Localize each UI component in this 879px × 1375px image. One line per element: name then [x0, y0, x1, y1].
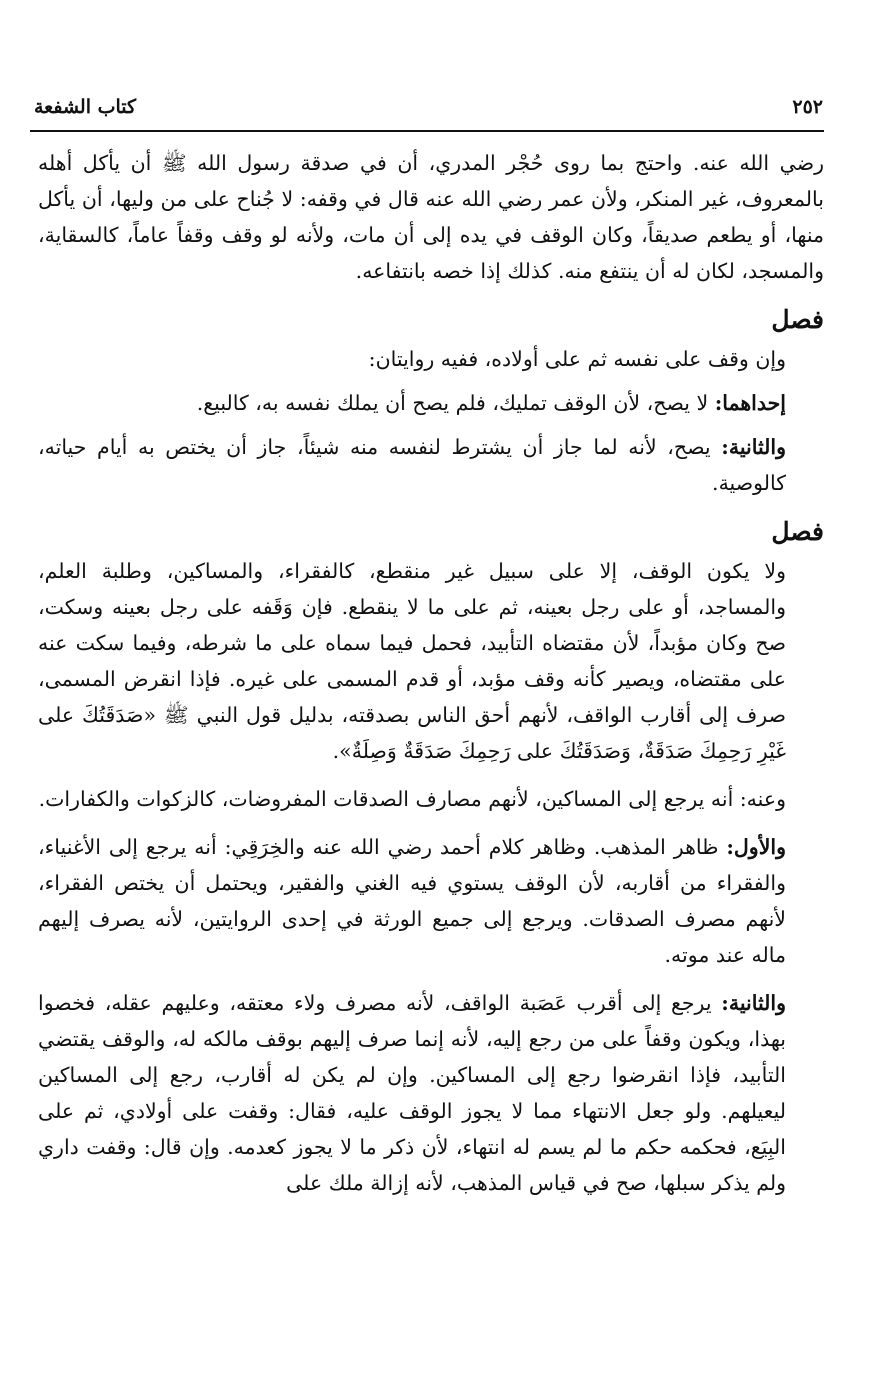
- paragraph-7-text: ظاهر المذهب. وظاهر كلام أحمد رضي الله عنه والخِرَقِي: أنه يرجع إلى الأغنياء، والفقراء من أقاربه، لأن الوقف يستوي فيه الغني والفقير، ويحتمل أن يختص الفقراء، لأنهم مصرف الصدقات. ويرجع إلى جميع الورثة في إحدى الروايتين، لأنه يصرف إليهم ماله عند موته.: [38, 835, 786, 967]
- page-number: ٢٥٢: [792, 96, 823, 118]
- paragraph-8-text: يرجع إلى أقرب عَصَبة الواقف، لأنه مصرف ولاء معتقه، وعليهم عقله، فخصوا بهذا، ويكون وقفاً على من رجع إليه، لأنه إنما صرف إليهم بوقف مالكه له، والوقف يقتضي التأبيد، فإذا انقرضوا رجع إلى المساكين. وإن لم يكن له أقارب، رجع إلى المساكين ليعيلهم. ولو جعل الانتهاء مما لا يجوز الوقف عليه، فقال: وقفت على أولادي، ثم على البِيَع، فحكمه حكم ما لم يسم له انتهاء، لأن ذكر ما لا يجوز كعدمه. وإن قال: وقفت داري ولم يذكر سبلها، صح في قياس المذهب، لأنه إزالة ملك على: [38, 991, 786, 1195]
- page-body: [38, 145, 824, 1209]
- paragraph-4-lead: والثانية:: [721, 435, 786, 459]
- paragraph-8: [38, 985, 824, 1201]
- paragraph-8-lead: والثانية:: [721, 991, 786, 1015]
- paragraph-3-lead: إحداهما:: [714, 391, 786, 415]
- paragraph-7-lead: والأول:: [726, 835, 786, 859]
- paragraph-5: ولا يكون الوقف، إلا على سبيل غير منقطع، كالفقراء، والمساكين، وطلبة العلم، والمساجد، أو على رجل بعينه، ثم على ما لا ينقطع. فإن وَقَفه على رجل بعينه وسكت، صح وكان مؤبداً، لأن مقتضاه التأبيد، فحمل فيما سماه على ما شرطه، وفيما سكت عنه على مقتضاه، ويصير كأنه وقف مؤبد، أو قدم المسمى على غيره. فإذا انقرض المسمى، صرف إلى أقارب الواقف، لأنهم أحق الناس بصدقته، بدليل قول النبي ﷺ «صَدَقَتُكَ على غَيْرِ رَحِمِكَ صَدَقَةٌ، وَصَدَقَتُكَ على رَحِمِكَ صَدَقَةٌ وَصِلَةٌ».: [38, 559, 786, 763]
- book-title: كتاب الشفعة: [34, 96, 137, 118]
- paragraph-2: وإن وقف على نفسه ثم على أولاده، ففيه روايتان:: [368, 347, 786, 371]
- section-heading-1: فصل: [771, 305, 824, 334]
- paragraph-1: رضي الله عنه. واحتج بما روى حُجْر المدري، أن في صدقة رسول الله ﷺ أن يأكل أهله بالمعروف، غير المنكر، ولأن عمر رضي الله عنه قال في وقفه: لا جُناح على من وليها، أن يأكل منها، أو يطعم صديقاً، وكان الوقف في يده إلى أن مات، ولأنه لو وقف وقفاً عاماً، كالسقاية، والمسجد، لكان له أن ينتفع منه. كذلك إذا خصه بانتفاعه.: [38, 151, 824, 283]
- paragraph-3-text: لا يصح، لأن الوقف تمليك، فلم يصح أن يملك نفسه به، كالبيع.: [196, 391, 715, 415]
- section-heading-2: فصل: [771, 517, 824, 546]
- running-header: [34, 88, 823, 118]
- paragraph-7: [38, 829, 824, 973]
- paragraph-4: [38, 429, 824, 501]
- paragraph-4-text: يصح، لأنه لما جاز أن يشترط لنفسه منه شيئاً، جاز أن يختص به أيام حياته، كالوصية.: [38, 435, 786, 495]
- header-rule: [30, 130, 824, 132]
- paragraph-6: وعنه: أنه يرجع إلى المساكين، لأنهم مصارف الصدقات المفروضات، كالزكوات والكفارات.: [38, 787, 786, 811]
- paragraph-3: [38, 385, 824, 421]
